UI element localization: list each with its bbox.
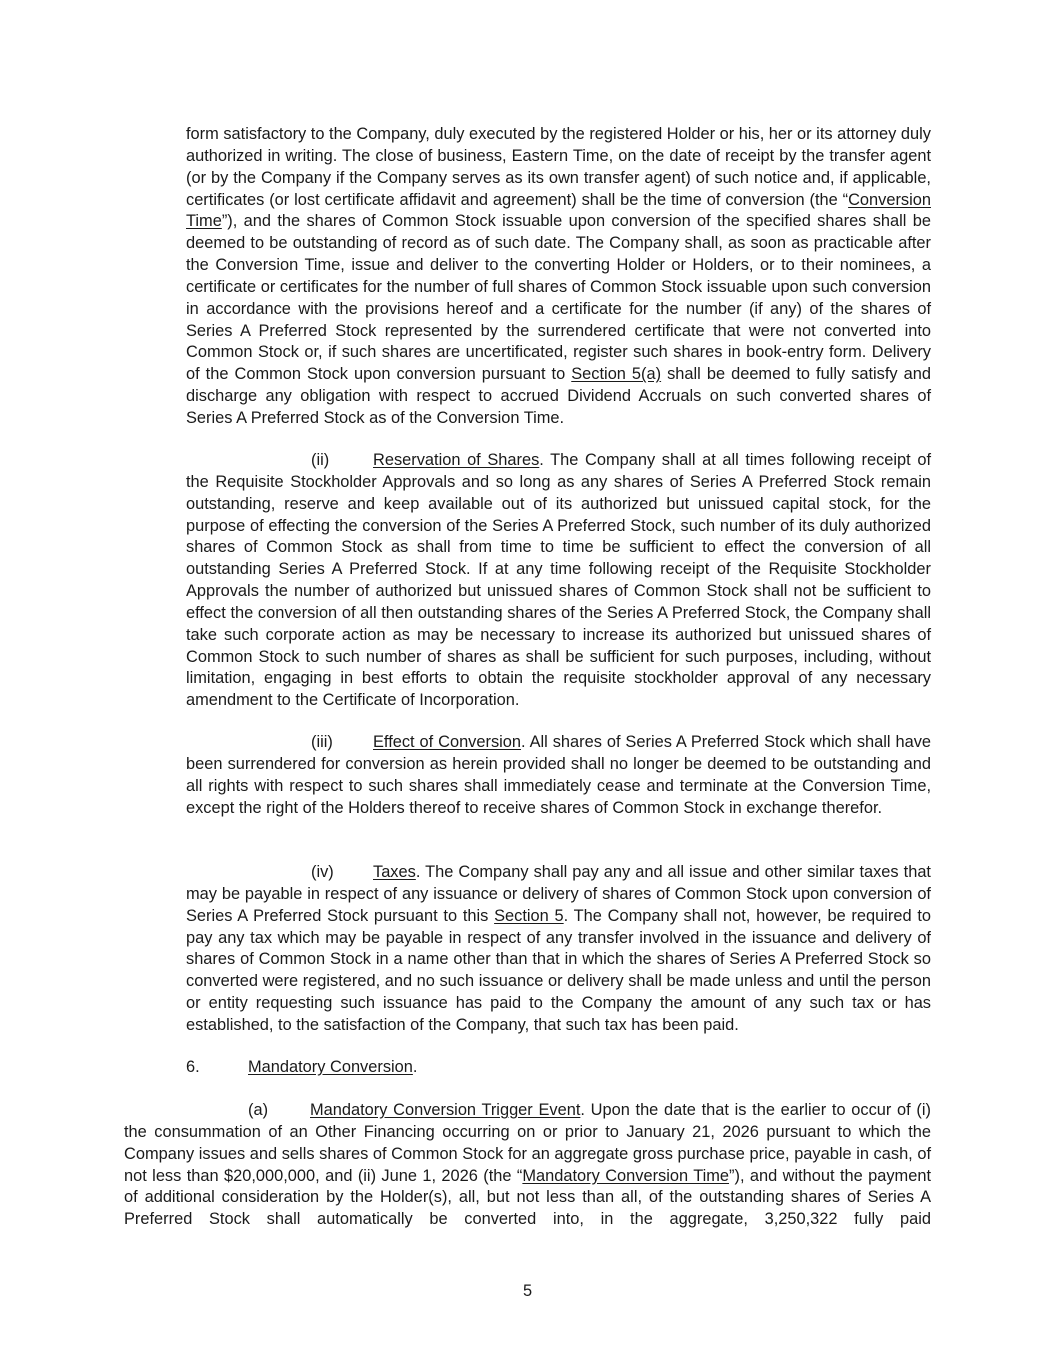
section-number-iv: (iv) xyxy=(311,863,334,881)
paragraph-reservation-of-shares xyxy=(186,450,931,712)
defined-term-mandatory-conversion-time: Mandatory Conversion Time xyxy=(522,1166,730,1185)
paragraph-taxes xyxy=(186,862,931,1037)
section-heading-reservation-of-shares: Reservation of Shares xyxy=(373,451,540,469)
text: . The Company shall not, however, be required to pay any tax which may be payable in respect of any transfer involved in the issuance and delivery of shares of Common Stock in a name other than that in which the shares of Series A Preferred Stock so converted were registered, and no such issuance or delivery shall be made unless and until the person or entity requesting such issuance has paid to the Company the amount of any such tax or has established, to the satisfaction of the Company, that such tax has been paid. xyxy=(186,906,931,1034)
defined-term-conversion-time: Conversion Time xyxy=(186,190,931,231)
section-heading-mandatory-conversion: Mandatory Conversion xyxy=(248,1058,413,1076)
text: . All shares of Series A Preferred Stock which shall have been surrendered for conversion as herein provided shall no longer be deemed to be outstanding and all rights with respect to such shares shall immediately cease and terminate at the Conversion Time, except the right of the Holders thereof to receive shares of Common Stock in exchange therefor. xyxy=(186,733,932,817)
text: . Upon the date that is the earlier to occur of (i) the consummation of an Other Financing occurring on or prior to January 21, 2026 pursuant to which the Company issues and sells shares of Common Stock for an aggregate gross purchase price, payable in cash, of not less than $20,000,000, and (ii) June 1, 2026 (the “ xyxy=(124,1101,931,1185)
section-number-iii: (iii) xyxy=(311,733,333,751)
paragraph-mandatory-conversion-trigger-event xyxy=(124,1100,931,1231)
section-heading-effect-of-conversion: Effect of Conversion xyxy=(373,733,522,751)
section-heading-taxes: Taxes xyxy=(373,863,416,881)
section-number-6: 6. xyxy=(186,1058,200,1076)
text: ”), and the shares of Common Stock issuable upon conversion of the specified shares shall be deemed to be outstanding of record as of such date. The Company shall, as soon as practicable after the Conversion Time, issue and deliver to the converting Holder or Holders, or to their nominees, a certificate or certificates for the number of full shares of Common Stock issuable upon such conversion in accordance with the provisions hereof and a certificate for the number (if any) of the shares of Series A Preferred Stock represented by the surrendered certificate that were not converted into Common Stock or, if such shares are uncertificated, register such shares in book-entry form. Delivery of the Common Stock upon conversion pursuant to xyxy=(186,212,931,384)
text: . The Company shall at all times following receipt of the Requisite Stockholder Approvals and so long as any shares of Series A Preferred Stock remain outstanding, reserve and keep available out of its authorized but unissued capital stock, for the purpose of effecting the conversion of the Series A Preferred Stock, such number of its duly authorized shares of Common Stock as shall from time to time be sufficient to effect the conversion of all outstanding Series A Preferred Stock. If at any time following receipt of the Requisite Stockholder Approvals the number of authorized but unissued shares of Common Stock shall not be sufficient to effect the conversion of all then outstanding shares of the Series A Preferred Stock, the Company shall take such corporate action as may be necessary to increase its authorized but unissued shares of Common Stock to such number of shares as shall be sufficient for such purposes, including, without limitation, engaging in best efforts to obtain the requisite stockholder approval of any necessary amendment to the Certificate of Incorporation. xyxy=(186,451,931,710)
page-number: 5 xyxy=(522,1282,533,1300)
text: . The Company shall pay any and all issue and other similar taxes that may be payable in respect of any issuance or delivery of shares of Common Stock upon conversion of Series A Preferred Stock pursuant to this xyxy=(186,863,931,925)
section-reference-5: Section 5 xyxy=(494,906,564,925)
text: shall be deemed to fully satisfy and discharge any obligation with respect to accrued Dividend Accruals on such converted shares of Series A Preferred Stock as of the Conversion Time. xyxy=(186,365,931,427)
section-reference-5a: Section 5(a) xyxy=(571,365,662,384)
section-number-a: (a) xyxy=(248,1101,269,1119)
text: form satisfactory to the Company, duly executed by the registered Holder or his, her or its attorney duly authorized in writing. The close of business, Eastern Time, on the date of receipt by the transfer agent (or by the Company if the Company serves as its own transfer agent) of such notice and, if applicable, certificates (or lost certificate affidavit and agreement) shall be the time of conversion (the “ xyxy=(186,125,931,209)
paragraph-effect-of-conversion xyxy=(186,732,931,819)
text: . xyxy=(412,1058,418,1076)
section-6-heading xyxy=(186,1057,931,1079)
paragraph-conversion-continuation xyxy=(186,124,931,430)
text: ”), and without the payment of additional consideration by the Holder(s), all, but not less than all, of the outstanding shares of Series A Preferred Stock shall automatically be converted into, in the aggregate, 3,250,322 fully paid xyxy=(124,1166,931,1229)
section-heading-trigger-event: Mandatory Conversion Trigger Event xyxy=(310,1101,581,1119)
section-number-ii: (ii) xyxy=(311,451,330,469)
